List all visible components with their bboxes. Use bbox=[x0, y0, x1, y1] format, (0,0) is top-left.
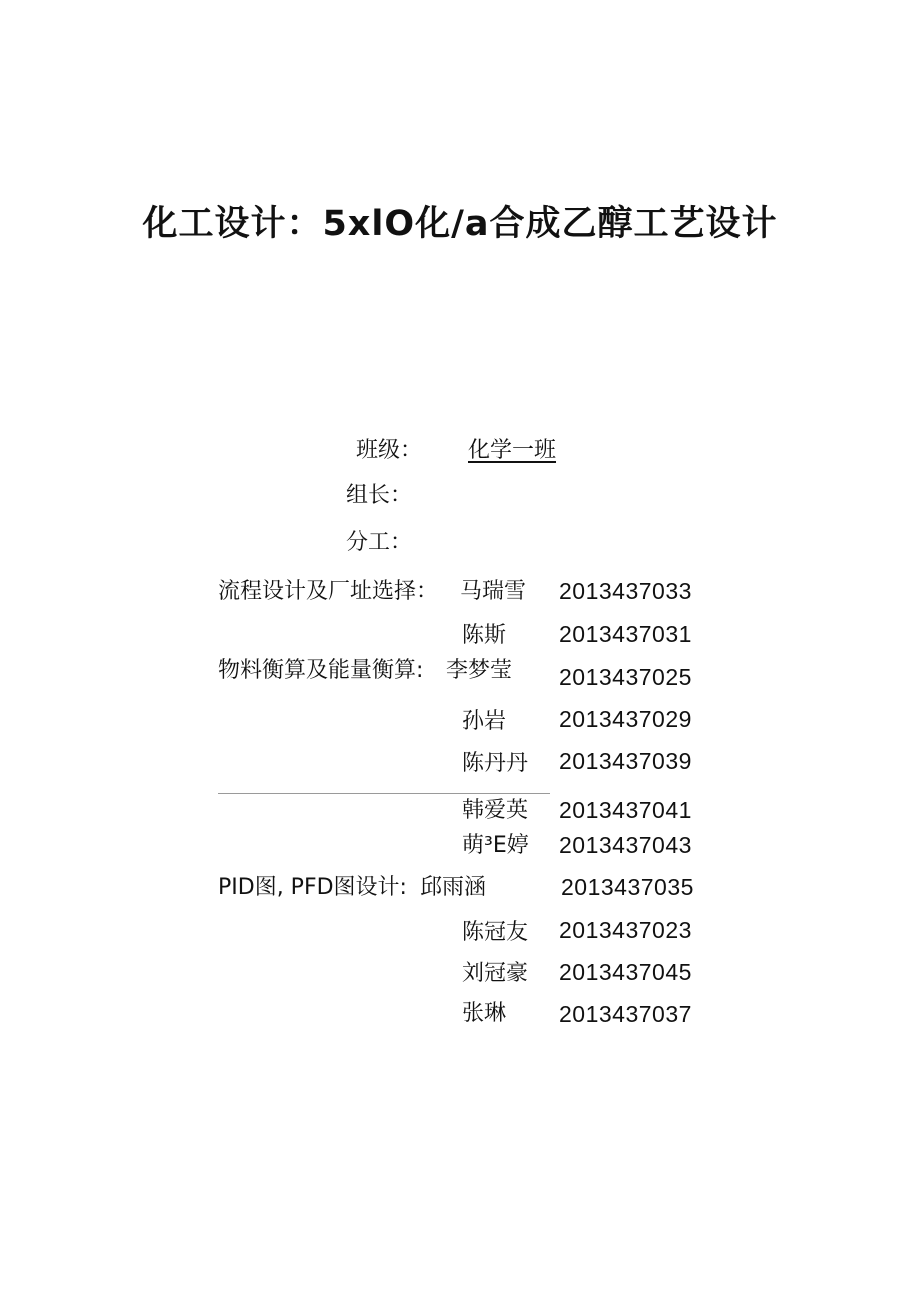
task-balance: 物料衡算及能量衡算: bbox=[218, 658, 424, 683]
member-name: 张琳 bbox=[462, 1001, 507, 1026]
task-pid-pfd: PID图, PFD图设计: bbox=[218, 875, 407, 900]
member-name: 马瑞雪 bbox=[460, 579, 527, 604]
member-name: 李梦莹 bbox=[446, 658, 513, 683]
member-name: 陈冠友 bbox=[462, 920, 529, 945]
member-id: 2013437037 bbox=[559, 1001, 692, 1027]
member-id: 2013437025 bbox=[559, 664, 692, 690]
class-value: 化学一班 bbox=[468, 438, 557, 463]
class-label: 班级： bbox=[356, 438, 423, 463]
member-name: 陈斯 bbox=[462, 623, 507, 648]
document-title: 化工设计：5xlO化/a合成乙醇工艺设计 bbox=[142, 204, 778, 244]
member-id: 2013437029 bbox=[559, 706, 692, 732]
member-id: 2013437039 bbox=[559, 748, 692, 774]
member-name: 邱雨涵 bbox=[420, 875, 487, 900]
member-name: 陈丹丹 bbox=[462, 751, 529, 776]
member-name: 刘冠豪 bbox=[462, 961, 529, 986]
section-divider bbox=[218, 793, 550, 794]
member-name: 萌³E婷 bbox=[462, 833, 529, 858]
member-id: 2013437041 bbox=[559, 797, 692, 823]
member-id: 2013437043 bbox=[559, 832, 692, 858]
member-id: 2013437033 bbox=[559, 578, 692, 604]
division-label: 分工： bbox=[346, 530, 413, 555]
task-flow-design: 流程设计及厂址选择： bbox=[218, 579, 439, 604]
member-name: 韩爱英 bbox=[462, 798, 529, 823]
member-id: 2013437035 bbox=[561, 874, 694, 900]
member-name: 孙岩 bbox=[462, 709, 507, 734]
member-id: 2013437031 bbox=[559, 621, 692, 647]
leader-label: 组长： bbox=[346, 483, 413, 508]
member-id: 2013437045 bbox=[559, 959, 692, 985]
member-id: 2013437023 bbox=[559, 917, 692, 943]
